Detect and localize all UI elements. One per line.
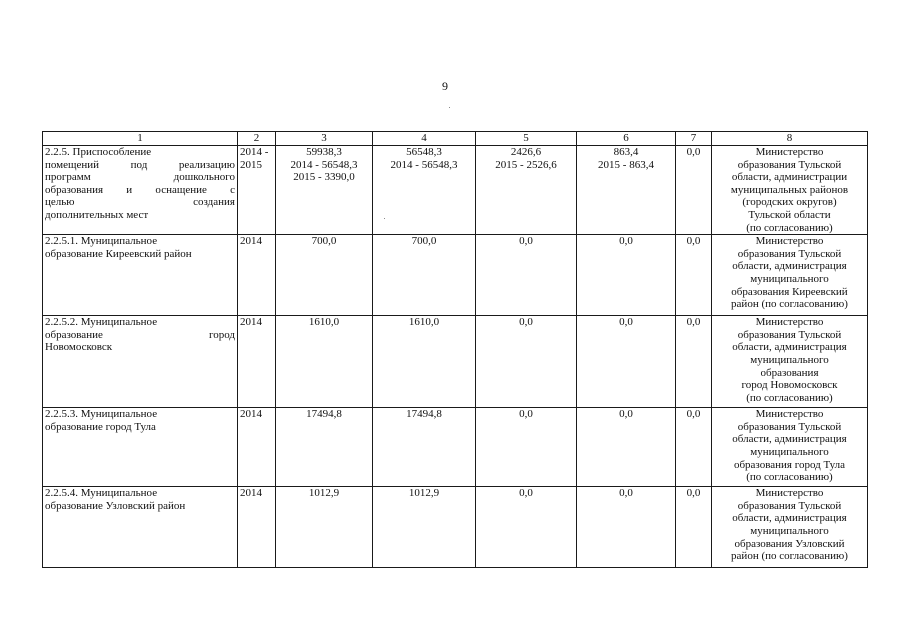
column-number: 8 bbox=[712, 132, 868, 146]
executor-line: муниципального bbox=[750, 272, 829, 285]
federal-value: 56548,3 bbox=[406, 146, 442, 158]
municipal-cell: 0,0 bbox=[577, 408, 676, 487]
column-number: 2 bbox=[238, 132, 276, 146]
executor-line: области, администрация bbox=[732, 341, 847, 354]
municipal-cell: 0,0 bbox=[577, 316, 676, 408]
item-name-line: Новомосковск bbox=[45, 341, 113, 354]
item-name-cell bbox=[43, 146, 238, 235]
total-value: 2015 - 3390,0 bbox=[293, 171, 355, 184]
executor-cell bbox=[712, 235, 868, 316]
period-cell bbox=[238, 146, 276, 235]
table-row bbox=[43, 408, 868, 487]
total-cell: 1012,9 bbox=[276, 487, 373, 568]
total-value: 59938,3 bbox=[306, 146, 342, 158]
executor-line: образования Тульской bbox=[737, 158, 842, 171]
item-name-line: дополнительных мест bbox=[45, 208, 149, 221]
executor-line: образования Узловский bbox=[734, 537, 845, 550]
executor-line: (по согласованию) bbox=[746, 221, 833, 234]
executor-line: муниципальных районов bbox=[730, 183, 849, 196]
item-name-line: образование город Тула bbox=[45, 420, 156, 433]
item-name-line: 2.2.5.3. Муниципальное bbox=[45, 408, 158, 421]
item-name-line: помещений под реализацию bbox=[45, 158, 235, 171]
period-cell: 2014 bbox=[238, 408, 276, 487]
executor-cell bbox=[712, 316, 868, 408]
period-line: 2014 - bbox=[240, 146, 269, 158]
executor-cell bbox=[712, 487, 868, 568]
regional-value: 2015 - 2526,6 bbox=[495, 158, 557, 171]
municipal-cell bbox=[577, 146, 676, 235]
column-number: 7 bbox=[676, 132, 712, 146]
period-cell: 2014 bbox=[238, 235, 276, 316]
executor-line: (по согласованию) bbox=[746, 391, 833, 404]
total-cell: 17494,8 bbox=[276, 408, 373, 487]
executor-line: Министерство bbox=[755, 235, 824, 248]
other-cell: 0,0 bbox=[676, 235, 712, 316]
executor-line: образования Тульской bbox=[737, 499, 842, 512]
page-number: 9 bbox=[442, 79, 448, 93]
executor-line: области, администрации bbox=[731, 171, 848, 184]
executor-line: муниципального bbox=[750, 353, 829, 366]
table-row bbox=[43, 316, 868, 408]
period-cell: 2014 bbox=[238, 316, 276, 408]
item-name-line: программ дошкольного bbox=[45, 171, 235, 184]
other-cell: 0,0 bbox=[676, 487, 712, 568]
regional-value: 2426,6 bbox=[510, 146, 542, 158]
item-name-line: 2.2.5.4. Муниципальное bbox=[45, 487, 158, 500]
other-cell: 0,0 bbox=[676, 316, 712, 408]
executor-line: образования Тульской bbox=[737, 247, 842, 260]
column-number-row bbox=[43, 132, 868, 146]
item-name-cell bbox=[43, 487, 238, 568]
item-name-cell bbox=[43, 235, 238, 316]
executor-line: район (по согласованию) bbox=[731, 298, 848, 311]
executor-line: Тульской области bbox=[748, 208, 831, 221]
executor-line: образования город Тула bbox=[733, 458, 846, 471]
executor-line: Министерство bbox=[755, 487, 824, 500]
column-number: 1 bbox=[43, 132, 238, 146]
municipal-value: 863,4 bbox=[613, 146, 639, 158]
federal-cell bbox=[373, 146, 476, 235]
executor-line: образования Тульской bbox=[737, 328, 842, 341]
federal-cell: 1610,0 bbox=[373, 316, 476, 408]
table-row bbox=[43, 235, 868, 316]
executor-line: образования Тульской bbox=[737, 420, 842, 433]
federal-cell: 1012,9 bbox=[373, 487, 476, 568]
executor-line: муниципального bbox=[750, 524, 829, 537]
total-cell: 1610,0 bbox=[276, 316, 373, 408]
executor-cell bbox=[712, 408, 868, 487]
item-name-line: образование Киреевский район bbox=[45, 247, 192, 260]
executor-line: Министерство bbox=[755, 408, 824, 421]
column-number: 5 bbox=[476, 132, 577, 146]
federal-cell: 700,0 bbox=[373, 235, 476, 316]
item-name-line: образование Узловский район bbox=[45, 499, 186, 512]
executor-line: район (по согласованию) bbox=[731, 550, 848, 563]
total-value: 2014 - 56548,3 bbox=[290, 158, 358, 171]
item-name-cell bbox=[43, 408, 238, 487]
municipal-value: 2015 - 863,4 bbox=[598, 158, 654, 171]
other-cell: 0,0 bbox=[676, 408, 712, 487]
executor-line: Министерство bbox=[755, 316, 824, 329]
total-cell bbox=[276, 146, 373, 235]
item-name-line: 2.2.5.2. Муниципальное bbox=[45, 316, 158, 329]
executor-line: образования bbox=[760, 366, 819, 379]
column-number: 4 bbox=[373, 132, 476, 146]
regional-cell: 0,0 bbox=[476, 408, 577, 487]
item-name-line: целью создания bbox=[45, 196, 235, 209]
scan-speck bbox=[449, 107, 450, 108]
table-row bbox=[43, 146, 868, 235]
executor-line: (по согласованию) bbox=[746, 471, 833, 484]
total-cell: 700,0 bbox=[276, 235, 373, 316]
item-name-cell bbox=[43, 316, 238, 408]
program-table bbox=[42, 131, 868, 568]
regional-cell bbox=[476, 146, 577, 235]
municipal-cell: 0,0 bbox=[577, 235, 676, 316]
table-row bbox=[43, 487, 868, 568]
executor-line: образования Киреевский bbox=[731, 285, 848, 298]
item-name-line: 2.2.5. Приспособление bbox=[45, 146, 152, 158]
column-number: 3 bbox=[276, 132, 373, 146]
executor-line: муниципального bbox=[750, 445, 829, 458]
municipal-cell: 0,0 bbox=[577, 487, 676, 568]
executor-line: области, администрация bbox=[732, 433, 847, 446]
executor-line: (городских округов) bbox=[742, 196, 837, 209]
item-name-line: 2.2.5.1. Муниципальное bbox=[45, 235, 158, 248]
item-name-line: образование город bbox=[45, 328, 235, 341]
period-cell: 2014 bbox=[238, 487, 276, 568]
other-cell: 0,0 bbox=[676, 146, 712, 235]
federal-cell: 17494,8 bbox=[373, 408, 476, 487]
regional-cell: 0,0 bbox=[476, 316, 577, 408]
column-number: 6 bbox=[577, 132, 676, 146]
period-line: 2015 bbox=[240, 158, 262, 171]
executor-cell bbox=[712, 146, 868, 235]
executor-line: области, администрация bbox=[732, 512, 847, 525]
executor-line: Министерство bbox=[755, 146, 824, 158]
regional-cell: 0,0 bbox=[476, 235, 577, 316]
federal-value: 2014 - 56548,3 bbox=[390, 158, 458, 171]
item-name-line: образования и оснащение с bbox=[45, 183, 235, 196]
regional-cell: 0,0 bbox=[476, 487, 577, 568]
executor-line: город Новомосковск bbox=[741, 379, 838, 392]
executor-line: области, администрация bbox=[732, 260, 847, 273]
